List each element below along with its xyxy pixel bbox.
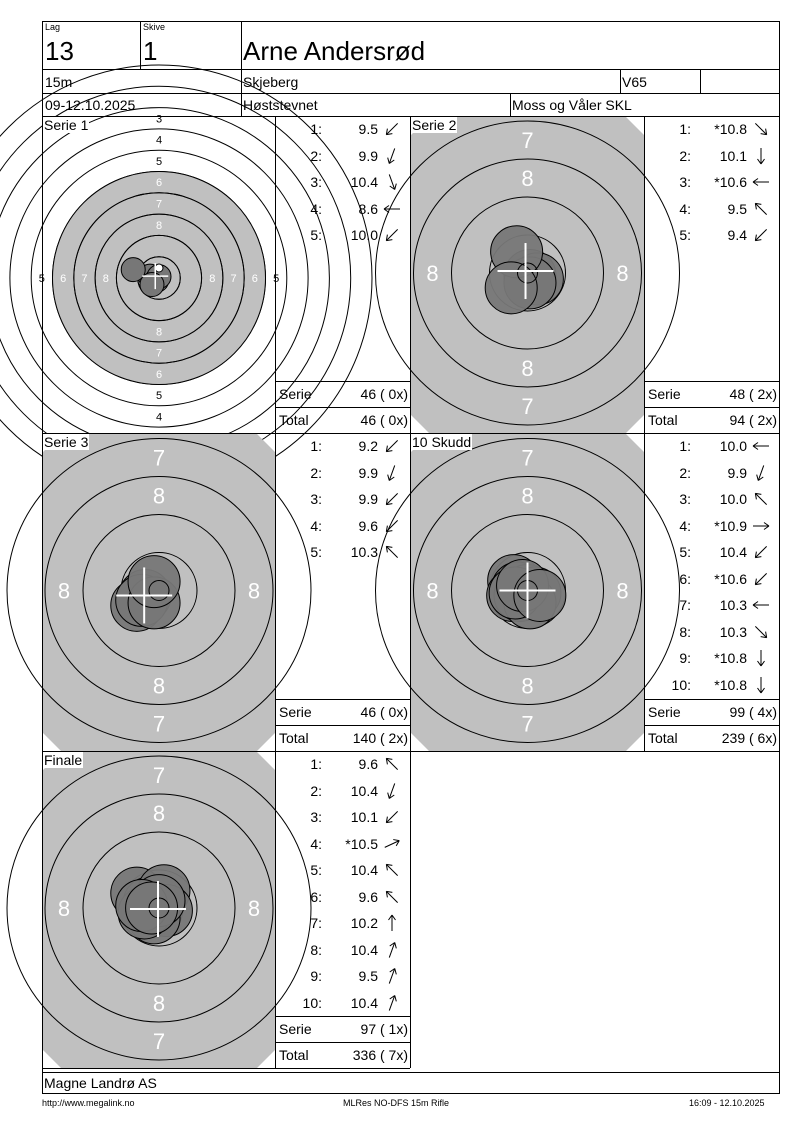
shot-number: 6:	[679, 570, 691, 587]
shot-row	[645, 489, 779, 509]
shot-row	[276, 887, 410, 907]
direction-arrow-icon	[751, 227, 771, 243]
svg-text:8: 8	[155, 326, 163, 339]
website-url[interactable]: http://www.megalink.no	[42, 1098, 135, 1108]
svg-text:8: 8	[152, 673, 166, 699]
total-label: Total	[279, 412, 309, 428]
svg-text:8: 8	[209, 273, 216, 285]
block-title: Finale	[44, 752, 83, 768]
direction-arrow-icon	[382, 968, 402, 984]
direction-arrow-icon	[382, 544, 402, 560]
total-row	[276, 1044, 410, 1066]
shot-row	[645, 516, 779, 536]
direction-arrow-icon	[382, 862, 402, 878]
printed-time: 16:09 - 12.10.2025	[689, 1098, 765, 1108]
shot-row	[645, 595, 779, 615]
shot-number: 4:	[310, 517, 322, 534]
lag-label: Lag	[45, 22, 61, 32]
svg-text:7: 7	[521, 445, 534, 471]
serie-value: 46 ( 0x)	[360, 704, 408, 720]
shot-value: 9.9	[358, 491, 378, 507]
shot-value: 10.4	[350, 174, 378, 190]
direction-arrow-icon	[382, 518, 402, 534]
svg-text:5: 5	[38, 273, 45, 285]
company-name: Magne Landrø AS	[44, 1075, 157, 1091]
shot-value: 9.6	[358, 888, 378, 905]
shot-row	[276, 834, 410, 854]
direction-arrow-icon	[382, 836, 402, 852]
serie-value: 99 ( 4x)	[729, 704, 777, 720]
svg-text:8: 8	[102, 273, 109, 285]
shot-row	[276, 225, 410, 245]
svg-text:8: 8	[521, 483, 534, 509]
shot-value: *10.8	[714, 121, 747, 137]
shot-row	[276, 940, 410, 960]
target-image	[38, 113, 280, 433]
shot-row	[645, 172, 779, 192]
svg-text:7: 7	[152, 445, 166, 471]
total-value: 46 ( 0x)	[360, 412, 408, 428]
shot-row	[276, 993, 410, 1013]
shot-value: 9.6	[358, 756, 378, 772]
shot-number: 2:	[310, 464, 322, 481]
svg-text:5: 5	[155, 390, 163, 403]
shot-number: 9:	[679, 650, 691, 666]
shot-number: 8:	[679, 623, 691, 640]
svg-text:8: 8	[57, 896, 71, 921]
svg-text:7: 7	[152, 763, 166, 788]
target-image	[411, 117, 644, 433]
svg-text:5: 5	[155, 155, 163, 168]
svg-text:7: 7	[155, 347, 163, 360]
event: Høststevnet	[243, 97, 318, 113]
shot-value: 10.4	[350, 941, 378, 958]
svg-text:7: 7	[230, 273, 237, 285]
svg-text:6: 6	[251, 273, 258, 285]
svg-text:3: 3	[155, 113, 163, 126]
direction-arrow-icon	[751, 571, 771, 587]
svg-text:8: 8	[247, 896, 261, 921]
direction-arrow-icon	[382, 783, 402, 799]
serie-label: Serie	[279, 704, 312, 720]
shot-value: 10.3	[719, 623, 747, 640]
serie-label: Serie	[648, 386, 681, 402]
shot-number: 1:	[310, 121, 322, 137]
shot-value: *10.8	[714, 650, 747, 666]
shot-value: 9.4	[727, 227, 747, 243]
shot-number: 1:	[679, 121, 691, 137]
shot-number: 3:	[310, 491, 322, 507]
total-label: Total	[279, 730, 309, 746]
serie-label: Serie	[279, 1021, 312, 1037]
svg-text:6: 6	[155, 177, 163, 190]
shot-number: 1:	[310, 756, 322, 772]
shot-value: *10.8	[714, 676, 747, 693]
svg-text:4: 4	[155, 134, 163, 147]
svg-text:4: 4	[155, 411, 163, 424]
shot-value: 9.9	[358, 147, 378, 164]
shot-number: 6:	[310, 888, 322, 905]
svg-text:8: 8	[521, 673, 534, 699]
direction-arrow-icon	[382, 201, 402, 217]
svg-text:8: 8	[616, 578, 629, 604]
shot-value: 9.5	[727, 200, 747, 217]
shot-row	[276, 542, 410, 562]
shot-value: 10.0	[719, 491, 747, 507]
shot-number: 5:	[310, 862, 322, 878]
direction-arrow-icon	[382, 809, 402, 825]
block-title: Serie 1	[44, 117, 89, 133]
shot-number: 2:	[679, 464, 691, 481]
shot-row	[645, 675, 779, 695]
direction-arrow-icon	[751, 597, 771, 613]
shot-row	[645, 146, 779, 166]
shot-row	[276, 463, 410, 483]
svg-text:6: 6	[155, 368, 163, 381]
shot-number: 4:	[310, 200, 322, 217]
direction-arrow-icon	[382, 942, 402, 958]
direction-arrow-icon	[751, 148, 771, 164]
direction-arrow-icon	[382, 889, 402, 905]
direction-arrow-icon	[751, 624, 771, 640]
shot-number: 7:	[310, 915, 322, 931]
direction-arrow-icon	[382, 227, 402, 243]
shot-value: 10.4	[350, 994, 378, 1011]
shot-row	[645, 463, 779, 483]
svg-text:8: 8	[152, 801, 166, 826]
shot-value: 10.0	[719, 438, 747, 454]
shot-value: 10.4	[350, 862, 378, 878]
shot-row	[276, 966, 410, 986]
serie-value: 46 ( 0x)	[360, 386, 408, 402]
shot-value: 9.2	[358, 438, 378, 454]
total-value: 94 ( 2x)	[729, 412, 777, 428]
shot-row	[276, 860, 410, 880]
shot-number: 4:	[679, 517, 691, 534]
shot-row	[645, 542, 779, 562]
shot-value: 10.0	[350, 227, 378, 243]
shot-row	[276, 754, 410, 774]
total-label: Total	[648, 412, 678, 428]
shot-value: 9.6	[358, 517, 378, 534]
shot-number: 5:	[679, 544, 691, 560]
direction-arrow-icon	[751, 201, 771, 217]
svg-text:8: 8	[426, 261, 439, 286]
direction-arrow-icon	[751, 174, 771, 190]
target-image	[411, 434, 644, 751]
shot-value: 10.3	[719, 597, 747, 613]
svg-text:8: 8	[152, 483, 166, 509]
svg-text:7: 7	[521, 128, 534, 153]
total-value: 336 ( 7x)	[352, 1047, 408, 1063]
shot-row	[276, 436, 410, 456]
target-image	[43, 752, 275, 1068]
shot-number: 2:	[310, 147, 322, 164]
serie-row	[276, 701, 410, 723]
shot-number: 4:	[679, 200, 691, 217]
shot-row	[276, 119, 410, 139]
total-value: 140 ( 2x)	[352, 730, 408, 746]
serie-row	[276, 1018, 410, 1040]
block-title: Serie 2	[412, 117, 457, 133]
direction-arrow-icon	[382, 148, 402, 164]
serie-row	[645, 701, 779, 723]
direction-arrow-icon	[751, 121, 771, 137]
direction-arrow-icon	[382, 915, 402, 931]
shot-number: 1:	[679, 438, 691, 454]
svg-text:8: 8	[247, 578, 261, 604]
shot-number: 3:	[310, 174, 322, 190]
shot-number: 3:	[679, 174, 691, 190]
shot-value: 10.1	[719, 147, 747, 164]
shot-value: 8.6	[358, 200, 378, 217]
block-title: 10 Skudd	[412, 434, 472, 450]
serie-label: Serie	[648, 704, 681, 720]
svg-text:8: 8	[521, 166, 534, 191]
svg-text:7: 7	[152, 711, 166, 737]
shot-row	[645, 436, 779, 456]
svg-text:7: 7	[521, 394, 534, 419]
shot-value: *10.9	[714, 517, 747, 534]
shot-number: 2:	[679, 147, 691, 164]
skive-value: 1	[143, 36, 158, 66]
shot-value: 9.9	[358, 464, 378, 481]
direction-arrow-icon	[751, 438, 771, 454]
direction-arrow-icon	[382, 465, 402, 481]
shot-number: 4:	[310, 835, 322, 852]
serie-row	[645, 383, 779, 405]
shot-value: 9.5	[358, 121, 378, 137]
shot-value: *10.6	[714, 174, 747, 190]
total-row	[645, 727, 779, 749]
shot-row	[276, 781, 410, 801]
direction-arrow-icon	[382, 174, 402, 190]
direction-arrow-icon	[751, 650, 771, 666]
shot-number: 5:	[310, 544, 322, 560]
total-row	[276, 409, 410, 431]
direction-arrow-icon	[382, 995, 402, 1011]
shot-number: 2:	[310, 782, 322, 799]
svg-text:7: 7	[155, 198, 163, 211]
shot-value: *10.5	[345, 835, 378, 852]
direction-arrow-icon	[751, 465, 771, 481]
shot-row	[276, 172, 410, 192]
total-value: 239 ( 6x)	[721, 730, 777, 746]
shot-number: 5:	[310, 227, 322, 243]
block-title: Serie 3	[44, 434, 89, 450]
shot-number: 3:	[310, 809, 322, 825]
shot-number: 8:	[310, 941, 322, 958]
shot-value: 10.4	[719, 544, 747, 560]
shot-row	[276, 913, 410, 933]
svg-text:8: 8	[426, 578, 439, 604]
serie-label: Serie	[279, 386, 312, 402]
total-label: Total	[648, 730, 678, 746]
shot-number: 10:	[302, 994, 322, 1011]
software-name: MLRes NO-DFS 15m Rifle	[343, 1098, 450, 1108]
direction-arrow-icon	[751, 544, 771, 560]
skive-label: Skive	[143, 22, 166, 32]
serie-value: 48 ( 2x)	[729, 386, 777, 402]
shot-value: 10.3	[350, 544, 378, 560]
svg-text:8: 8	[155, 219, 163, 232]
club: Skjeberg	[243, 74, 299, 90]
shot-row	[645, 225, 779, 245]
shot-value: 9.9	[727, 464, 747, 481]
serie-row	[276, 383, 410, 405]
svg-text:5: 5	[273, 273, 280, 285]
shot-number: 7:	[679, 597, 691, 613]
total-row	[276, 727, 410, 749]
target-image	[43, 434, 275, 751]
organizer: Moss og Våler SKL	[512, 97, 632, 113]
shot-row	[645, 622, 779, 642]
svg-text:6: 6	[60, 273, 67, 285]
shot-value: 10.2	[350, 915, 378, 931]
date: 09-12.10.2025	[45, 97, 136, 113]
shot-row	[645, 199, 779, 219]
shot-row	[645, 569, 779, 589]
direction-arrow-icon	[382, 491, 402, 507]
direction-arrow-icon	[751, 518, 771, 534]
shot-number: 5:	[679, 227, 691, 243]
shot-row	[645, 648, 779, 668]
svg-text:8: 8	[152, 991, 166, 1016]
svg-text:8: 8	[57, 578, 71, 604]
shot-number: 1:	[310, 438, 322, 454]
svg-text:8: 8	[616, 261, 629, 286]
svg-text:8: 8	[521, 356, 534, 381]
direction-arrow-icon	[751, 677, 771, 693]
direction-arrow-icon	[382, 438, 402, 454]
shot-value: 9.5	[358, 968, 378, 984]
class: V65	[622, 74, 647, 90]
total-row	[645, 409, 779, 431]
svg-text:7: 7	[521, 711, 534, 737]
shot-row	[276, 489, 410, 509]
distance: 15m	[45, 74, 73, 90]
shot-number: 10:	[671, 676, 691, 693]
shot-value: 10.1	[350, 809, 378, 825]
shot-row	[276, 146, 410, 166]
shot-value: *10.6	[714, 570, 747, 587]
direction-arrow-icon	[382, 121, 402, 137]
total-label: Total	[279, 1047, 309, 1063]
svg-text:7: 7	[81, 273, 88, 285]
lag-value: 13	[45, 36, 74, 66]
shot-number: 3:	[679, 491, 691, 507]
svg-text:7: 7	[152, 1029, 166, 1054]
direction-arrow-icon	[751, 491, 771, 507]
serie-value: 97 ( 1x)	[360, 1021, 408, 1037]
shot-number: 9:	[310, 968, 322, 984]
shooter-name: Arne Andersrød	[243, 36, 426, 66]
direction-arrow-icon	[382, 756, 402, 772]
shot-row	[645, 119, 779, 139]
shot-row	[276, 807, 410, 827]
shot-value: 10.4	[350, 782, 378, 799]
